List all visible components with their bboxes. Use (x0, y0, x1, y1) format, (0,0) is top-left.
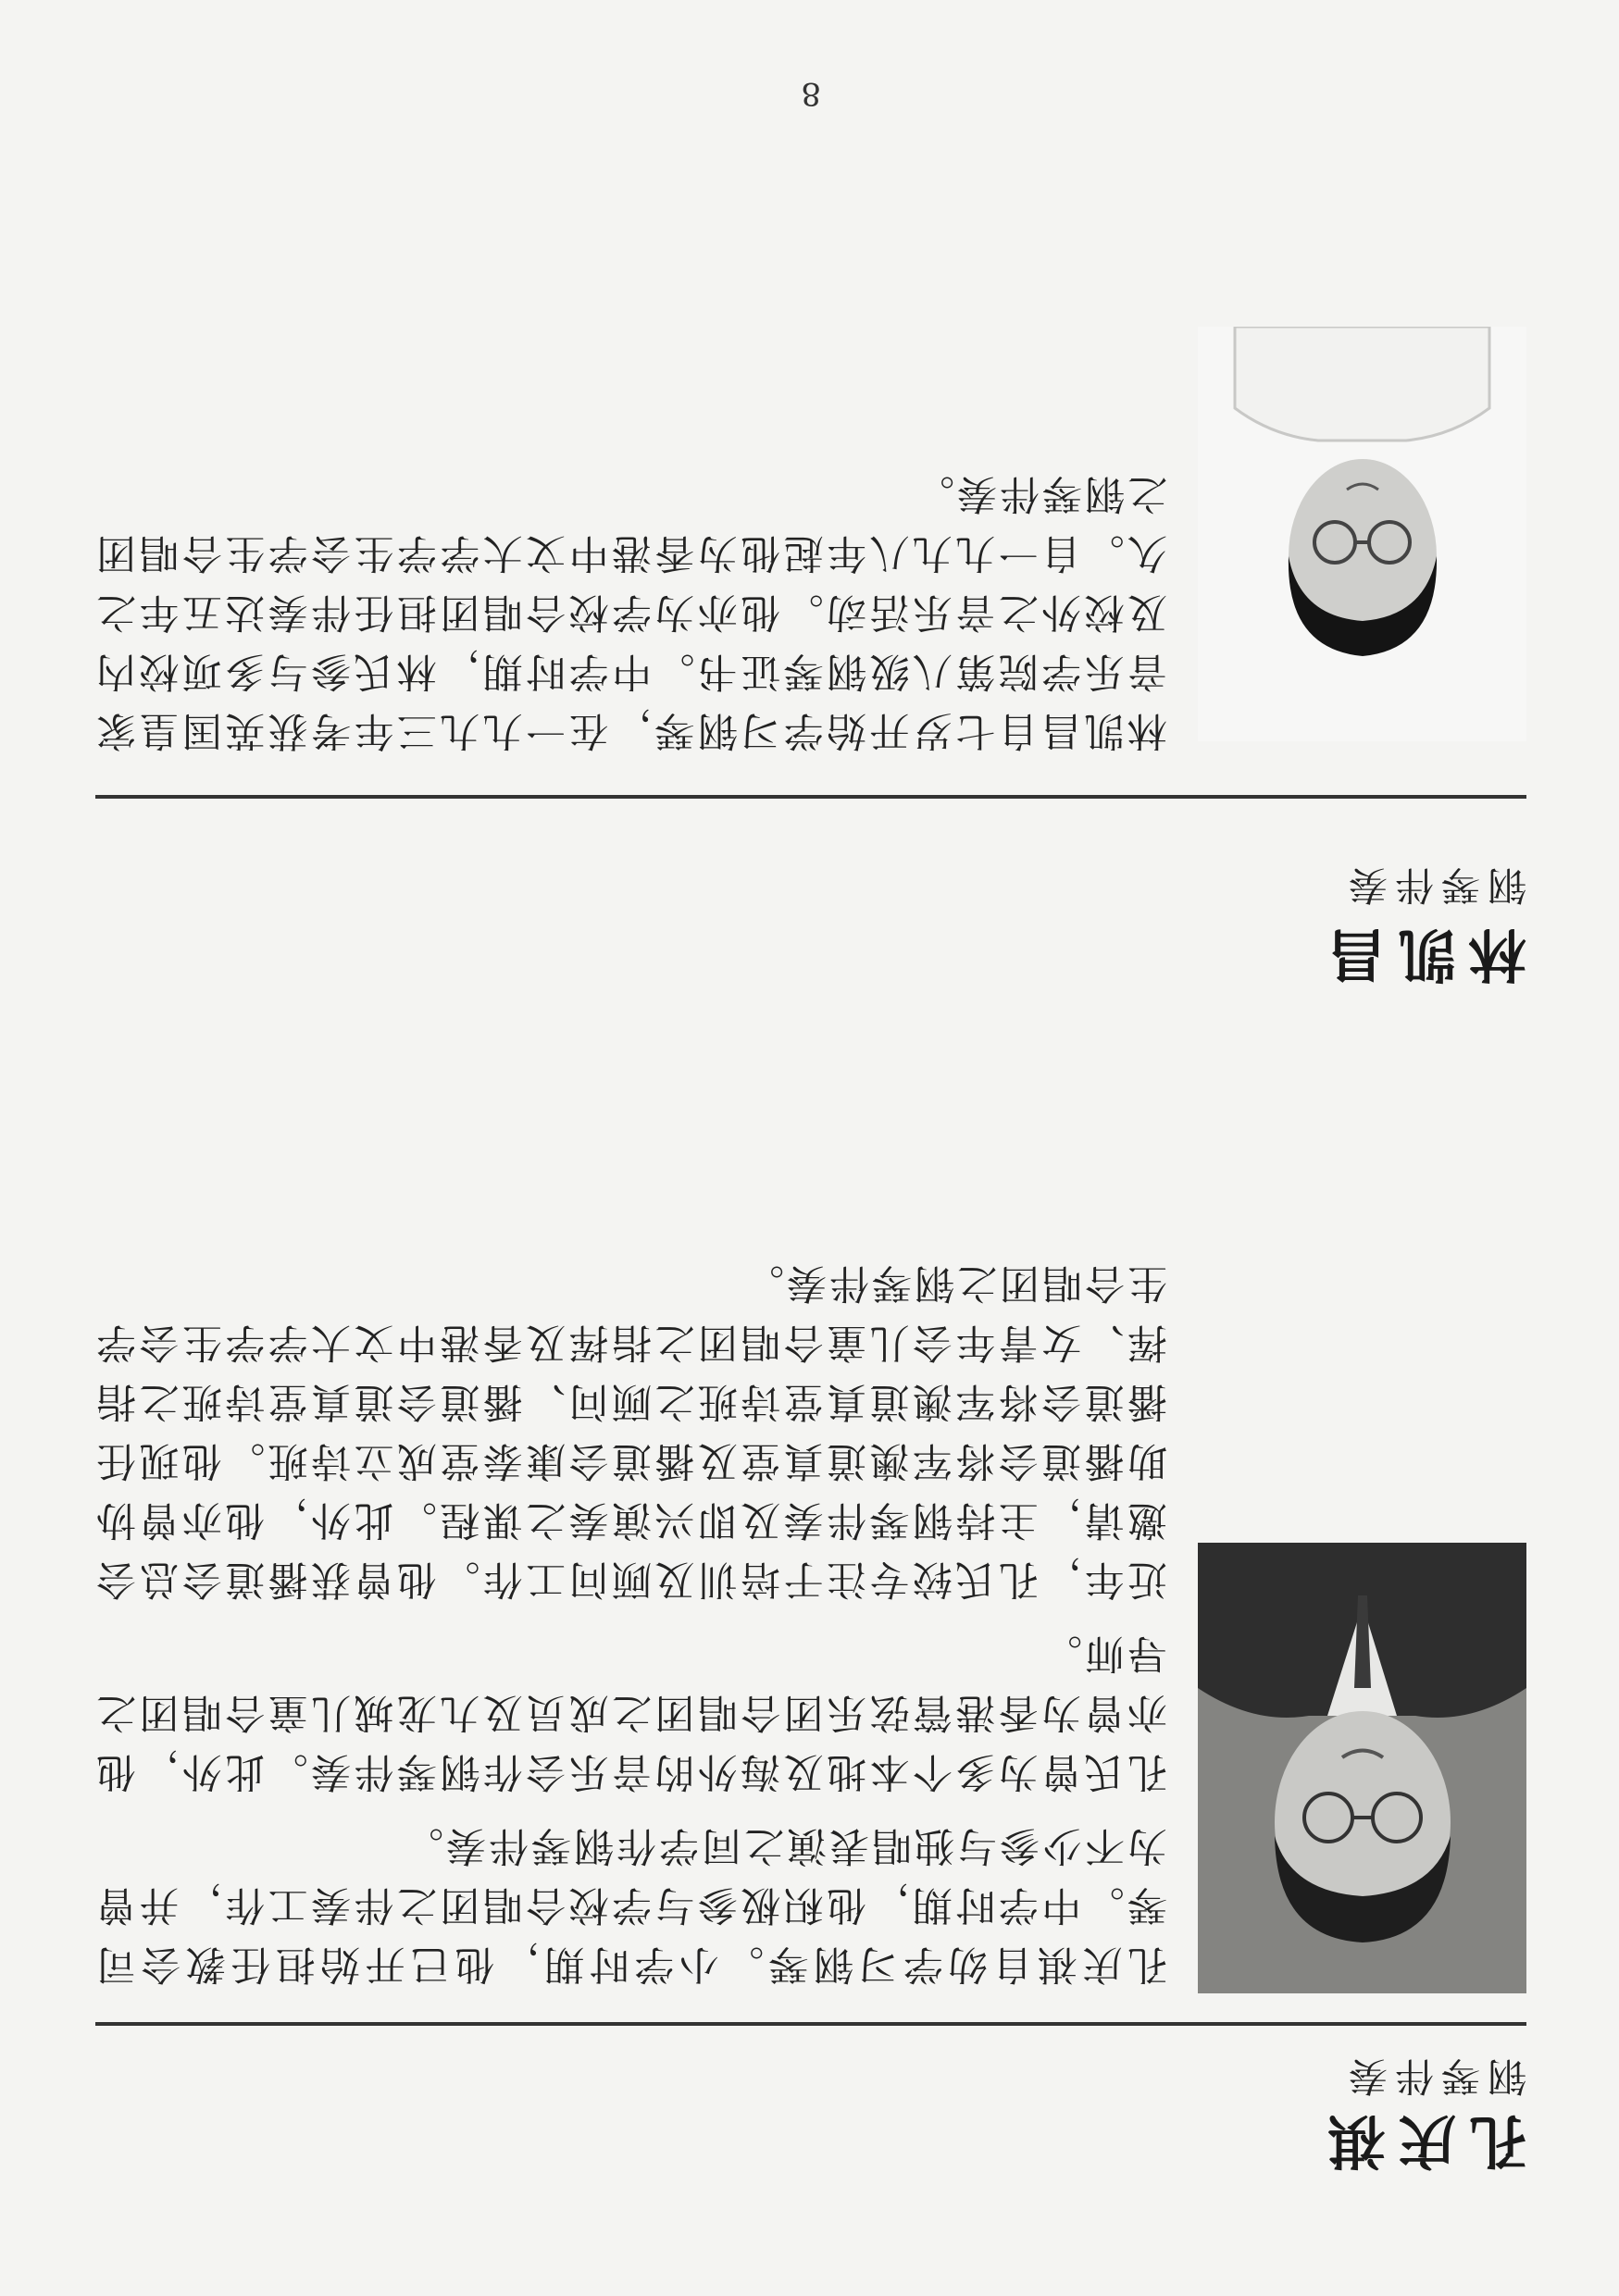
person2-bio-paragraph-1: 林凯昌自七岁开始学习钢琴，在一九九三年考获英国皇家音乐学院第八级钢琴证书。中学时期，林氏参与多项校内及校外之音乐活动。他亦为学校合唱团担任伴奏达五年之久。自一九九八年起他为香港中文大学学生会学生合唱团之钢琴伴奏。 (93, 470, 1167, 753)
person1-role: 钢琴伴奏 (1340, 2054, 1526, 2099)
person1-bio (93, 1238, 1167, 1993)
person1-portrait-image (1198, 1543, 1526, 1993)
person2-portrait-image (1198, 327, 1526, 741)
person1-bio-paragraph-3: 近年，孔氏较专注于培训及顾问工作。他曾获播道会总会邀请，主持钢琴伴奏及即兴演奏之课程。此外，他亦曾协助播道会将军澳道真堂及播道会康泰堂成立诗班。他现任播道会将军澳道真堂诗班之顾问、播道会道真堂诗班之指挥、女青年会儿童合唱团之指挥及香港中文大学学生会学生合唱团之钢琴伴奏。 (93, 1260, 1167, 1602)
person2-photo (1198, 327, 1526, 741)
person1-divider (95, 2022, 1526, 2026)
person2-bio (93, 449, 1167, 760)
person1-name: 孔庆祺 (1314, 2107, 1526, 2175)
person1-photo (1198, 1543, 1526, 1993)
person2-name: 林凯昌 (1314, 921, 1526, 988)
page-number: 8 (801, 75, 821, 112)
person1-bio-paragraph-1: 孔庆祺自幼学习钢琴。小学时期，他已开始担任教会司琴。中学时期，他积极参与学校合唱团之伴奏工作，并曾为不少参与独唱表演之同学作钢琴伴奏。 (93, 1822, 1167, 1987)
person2-role: 钢琴伴奏 (1340, 863, 1526, 908)
person2-divider (95, 795, 1526, 799)
person1-bio-paragraph-2: 孔氏曾为多个本地及海外的音乐会作钢琴伴奏。此外，他亦曾为香港管弦乐团合唱团之成员及九龙城儿童合唱团之导师。 (93, 1630, 1167, 1794)
